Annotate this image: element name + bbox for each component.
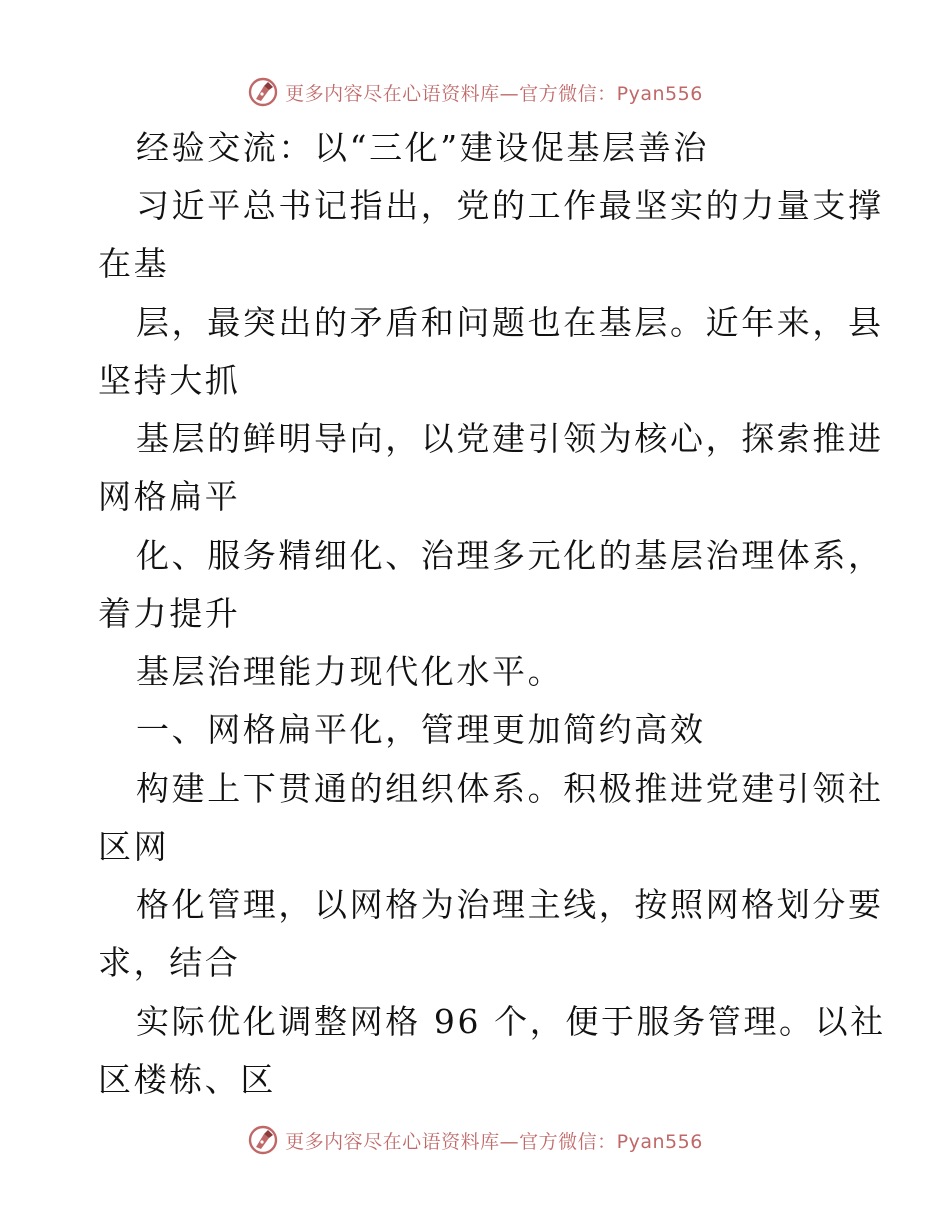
section-heading: 一、网格扁平化，管理更加简约高效 [136, 710, 706, 749]
watermark-text: 更多内容尽在心语资料库—官方微信：Pyan556 [285, 1130, 703, 1153]
pen-nib-logo-icon [247, 76, 279, 108]
paragraph-line: 网格扁平 [98, 477, 241, 516]
paragraph-line: 区楼栋、区 [98, 1060, 276, 1099]
paragraph-line: 基层治理能力现代化水平。 [136, 652, 564, 691]
paragraph-line: 格化管理，以网格为治理主线，按照网格划分要 [136, 885, 884, 924]
pen-nib-logo-icon [247, 1124, 279, 1156]
paragraph-line: 坚持大抓 [98, 361, 241, 400]
paragraph-line: 基层的鲜明导向，以党建引领为核心，探索推进 [136, 419, 884, 458]
watermark-text: 更多内容尽在心语资料库—官方微信：Pyan556 [285, 82, 703, 105]
paragraph-line: 区网 [98, 827, 170, 866]
paragraph-line: 在基 [98, 244, 170, 283]
document-title: 经验交流：以“三化”建设促基层善治 [136, 128, 709, 167]
paragraph-line: 化、服务精细化、治理多元化的基层治理体系， [136, 536, 884, 575]
paragraph-line: 层，最突出的矛盾和问题也在基层。近年来，县 [136, 303, 884, 342]
paragraph-line: 习近平总书记指出，党的工作最坚实的力量支撑 [136, 186, 884, 225]
paragraph-line: 构建上下贯通的组织体系。积极推进党建引领社 [136, 769, 884, 808]
footer-watermark-banner [0, 1120, 950, 1160]
header-watermark-banner [0, 72, 950, 112]
paragraph-line: 着力提升 [98, 594, 241, 633]
paragraph-line: 实际优化调整网格 96 个，便于服务管理。以社 [136, 1002, 886, 1041]
paragraph-line: 求，结合 [98, 943, 241, 982]
